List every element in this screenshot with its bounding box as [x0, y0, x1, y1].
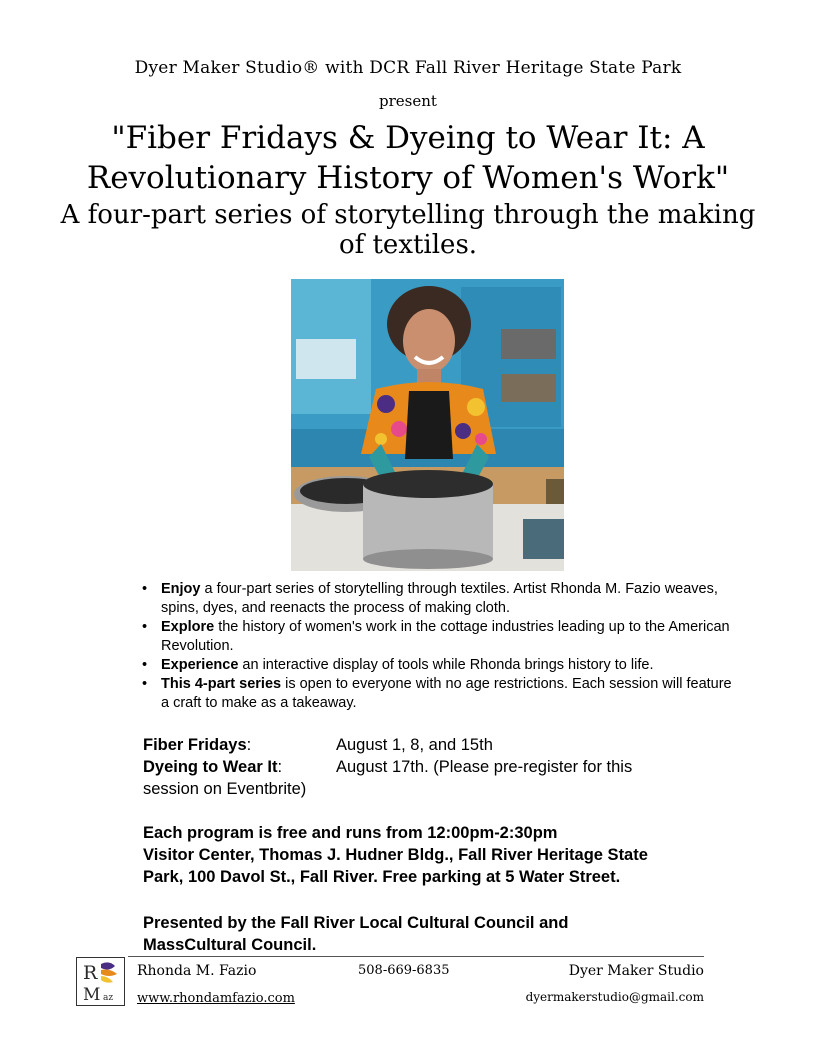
program-location-2: Park, 100 Davol St., Fall River. Free parking at 5 Water Street.	[143, 868, 621, 886]
footer-divider	[128, 956, 704, 957]
event-title-line-1: "Fiber Fridays & Dyeing to Wear It: A	[111, 120, 705, 156]
footer-phone: 508-669-6835	[358, 963, 450, 978]
credits-line-1: Presented by the Fall River Local Cultural Council and	[143, 914, 569, 932]
program-location-1: Visitor Center, Thomas J. Hudner Bldg., Fall River Heritage State	[143, 846, 648, 864]
feature-item-experience: • Experience an interactive display of tools while Rhonda brings history to life.	[140, 656, 740, 675]
event-title-line-2: Revolutionary History of Women's Work"	[86, 160, 730, 196]
schedule-row-fiber-fridays: Fiber Fridays: August 1, 8, and 15th	[143, 734, 743, 756]
footer-email[interactable]: dyermakerstudio@gmail.com	[525, 990, 704, 1004]
feature-item-explore: • Explore the history of women's work in the cottage industries leading up to the American Revolution.	[140, 618, 740, 656]
artist-photo	[291, 279, 564, 571]
footer-website-link[interactable]: www.rhondamfazio.com	[137, 991, 295, 1006]
program-time: Each program is free and runs from 12:00pm-2:30pm	[143, 824, 558, 842]
svg-text:R: R	[83, 962, 98, 984]
presenter-line: Dyer Maker Studio® with DCR Fall River Heritage State Park	[134, 58, 682, 78]
svg-text:M: M	[83, 985, 101, 1005]
present-label: present	[379, 92, 437, 110]
artist-dyeing-photo-illustration	[291, 279, 564, 571]
program-info	[143, 822, 743, 888]
rmfaz-logo-icon	[77, 958, 124, 1005]
footer-name: Rhonda M. Fazio	[137, 963, 257, 979]
svg-text:az: az	[103, 993, 114, 1003]
schedule	[143, 734, 743, 800]
credits-line-2: MassCultural Council.	[143, 936, 317, 954]
credits	[143, 912, 743, 956]
fiber-fridays-label: Fiber Fridays	[143, 736, 247, 754]
event-title	[60, 118, 756, 198]
dyeing-note: session on Eventbrite)	[143, 780, 307, 798]
footer-studio: Dyer Maker Studio	[568, 963, 704, 979]
feature-list	[140, 580, 740, 713]
dyeing-dates: August 17th. (Please pre-register for this	[336, 758, 633, 776]
fiber-fridays-dates: August 1, 8, and 15th	[336, 736, 493, 754]
event-subtitle: A four-part series of storytelling through the making of textiles.	[60, 200, 756, 260]
dyeing-label: Dyeing to Wear It	[143, 758, 278, 776]
schedule-row-dyeing: Dyeing to Wear It: August 17th. (Please pre-register for this	[143, 756, 743, 778]
feature-item-enjoy: • Enjoy a four-part series of storytelling through textiles. Artist Rhonda M. Fazio weaves, spins, dyes, and reenacts the process of making cloth.	[140, 580, 740, 618]
feature-item-series: • This 4-part series is open to everyone with no age restrictions. Each session will feature a craft to make as a takeaway.	[140, 675, 740, 713]
rmfaz-logo	[76, 957, 125, 1006]
